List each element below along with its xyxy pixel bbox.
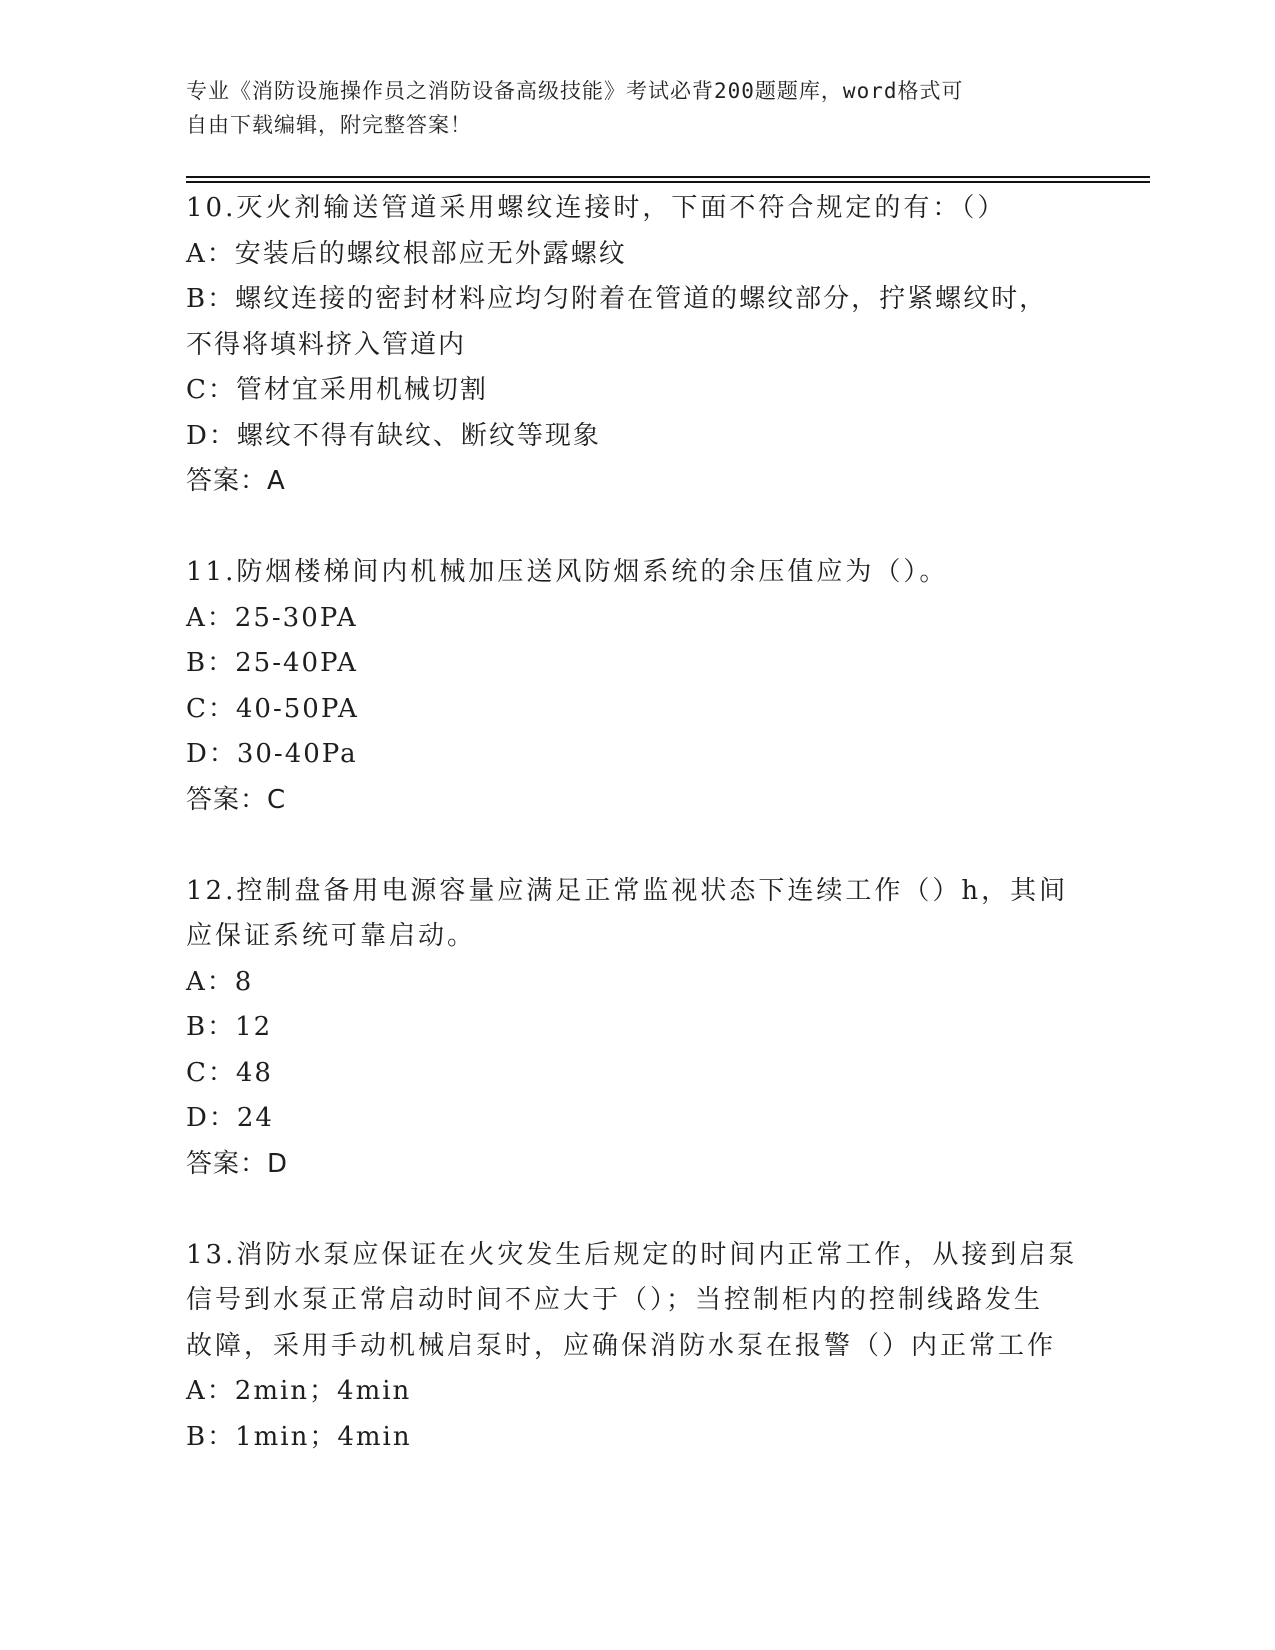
answer-key: 答案：C [186, 784, 287, 815]
answer-option-line: C：40-50PA [186, 693, 359, 724]
answer-option [186, 368, 1086, 414]
answer-option-line: A：25-30PA [186, 602, 358, 633]
answer-option-line: D：螺纹不得有缺纹、断纹等现象 [186, 420, 601, 451]
answer-option-line: B：12 [186, 1012, 273, 1042]
answer-option-line: A：2min；4min [186, 1376, 412, 1406]
answer-option-line: A：8 [186, 966, 254, 997]
question-stem-line: 11.防烟楼梯间内机械加压送风防烟系统的余压值应为（）。 [186, 557, 949, 587]
answer-option-line: C：管材宜采用机械切割 [186, 375, 488, 405]
question-spacer [186, 1187, 1086, 1233]
question-item [186, 186, 1086, 505]
answer-option [186, 596, 1086, 642]
answer-option [186, 414, 1086, 460]
header-line-2: 自由下载编辑，附完整答案！ [186, 113, 472, 137]
question-stem-line: 10.灭火剂输送管道采用螺纹连接时，下面不符合规定的有：（） [186, 193, 1007, 223]
answer-key: 答案：A [186, 466, 286, 496]
answer-option-line: A：安装后的螺纹根部应无外露螺纹 [186, 238, 627, 269]
question-item [186, 869, 1086, 1188]
question-list [186, 186, 1086, 1460]
question-stem [186, 186, 1086, 232]
question-stem [186, 869, 1086, 960]
question-stem [186, 550, 1086, 596]
question-stem-line: 信号到水泵正常启动时间不应大于（）；当控制柜内的控制线路发生 [186, 1285, 1044, 1315]
answer-option [186, 732, 1086, 778]
answer-option-line: C：48 [186, 1057, 273, 1088]
question-stem-line: 故障，采用手动机械启泵时，应确保消防水泵在报警（）内正常工作 [186, 1330, 1057, 1361]
question-stem [186, 1233, 1086, 1370]
question-stem-line: 12.控制盘备用电源容量应满足正常监视状态下连续工作（）h，其间 [186, 875, 1069, 906]
answer-option-line: D：24 [186, 1103, 274, 1133]
answer-option [186, 277, 1086, 368]
answer-option [186, 1051, 1086, 1097]
answer-option [186, 1369, 1086, 1415]
answer-option [186, 1096, 1086, 1142]
answer-option-line: D：30-40Pa [186, 739, 358, 769]
answer-option [186, 232, 1086, 278]
question-spacer [186, 823, 1086, 869]
header-divider-top [186, 176, 1150, 178]
document-header [186, 74, 1066, 142]
header-divider-bottom [186, 181, 1150, 183]
answer-option [186, 687, 1086, 733]
header-line-1: 专业《消防设施操作员之消防设备高级技能》考试必背200题题库，word格式可 [186, 79, 964, 103]
question-spacer [186, 505, 1086, 551]
answer-option-line: 不得将填料挤入管道内 [186, 329, 467, 360]
answer-option-line: B：螺纹连接的密封材料应均匀附着在管道的螺纹部分，拧紧螺纹时， [186, 284, 1048, 314]
answer-option [186, 641, 1086, 687]
answer-key: 答案：D [186, 1148, 289, 1179]
question-stem-line: 13.消防水泵应保证在火灾发生后规定的时间内正常工作，从接到启泵 [186, 1239, 1078, 1270]
question-item [186, 1233, 1086, 1461]
question-stem-line: 应保证系统可靠启动。 [186, 921, 477, 951]
answer-option-line: B：1min；4min [186, 1421, 412, 1452]
answer-option-line: B：25-40PA [186, 648, 358, 678]
answer-option [186, 1005, 1086, 1051]
question-item [186, 550, 1086, 823]
answer-option [186, 960, 1086, 1006]
answer-option [186, 1415, 1086, 1461]
